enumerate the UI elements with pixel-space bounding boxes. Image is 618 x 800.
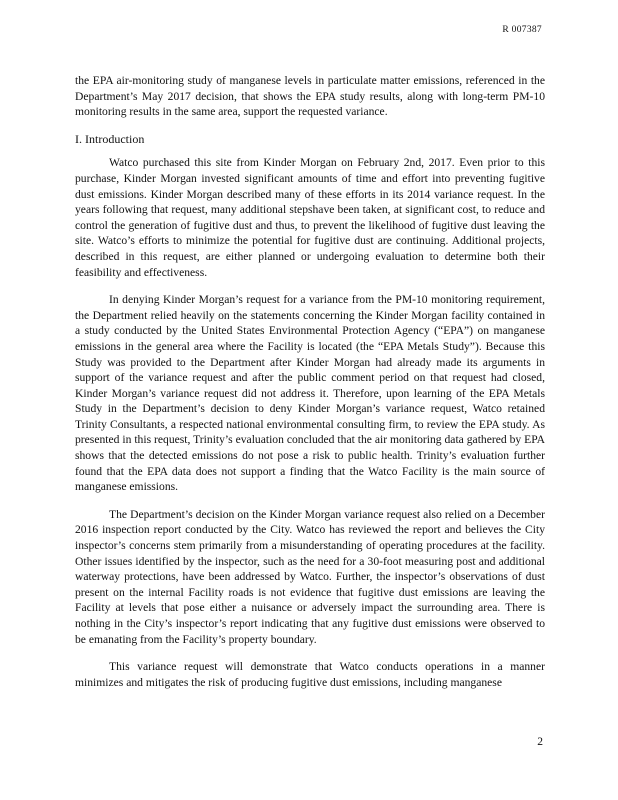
document-body <box>75 73 545 702</box>
intro-continuation-paragraph: the EPA air-monitoring study of manganese levels in particulate matter emissions, referenced in the Department’s May 2017 decision, that shows the EPA study results, along with long-term PM-10 monitoring results in the same area, support the requested variance. <box>75 74 545 119</box>
paragraph-2: In denying Kinder Morgan’s request for a variance from the PM-10 monitoring requirement, the Department relied heavily on the statements concerning the Kinder Morgan facility contained in a study conducted by the United States Environmental Protection Agency (“EPA”) on manganese emissions in the general area where the Facility is located (the “EPA Metals Study”). Because this Study was provided to the Department after Kinder Morgan had already made its arguments in support of the variance request and after the public comment period on that request had closed, Kinder Morgan’s variance request did not address it. Therefore, upon learning of the EPA Metals Study in the Department’s decision to deny Kinder Morgan’s variance request, Watco retained Trinity Consultants, a respected national environmental consulting firm, to review the EPA study. As presented in this request, Trinity’s evaluation concluded that the air monitoring data gathered by EPA shows that the detected emissions do not pose a risk to public health. Trinity’s evaluation further found that the EPA data does not support a finding that the Watco Facility is the main source of manganese emissions. <box>75 293 545 494</box>
paragraph-3: The Department’s decision on the Kinder Morgan variance request also relied on a December 2016 inspection report conducted by the City. Watco has reviewed the report and believes the City inspector’s concerns stem primarily from a misunderstanding of operating procedures at the facility. Other issues identified by the inspector, such as the need for a 30-foot measuring post and additional waterway protections, have been addressed by Watco. Further, the inspector’s observations of dust present on the internal Facility roads is not evidence that fugitive dust emissions are leaving the Facility at levels that pose either a nuisance or adversely impact the surrounding area. There is nothing in the City’s inspector’s report indicating that any fugitive dust emissions were observed to be emanating from the Facility’s property boundary. <box>75 507 545 646</box>
paragraph-4: This variance request will demonstrate that Watco conducts operations in a manner minimizes and mitigates the risk of producing fugitive dust emissions, including manganese <box>75 660 545 689</box>
section-heading: I. Introduction <box>75 131 145 146</box>
page-number: 2 <box>537 736 543 748</box>
paragraph-1: Watco purchased this site from Kinder Morgan on February 2nd, 2017. Even prior to this purchase, Kinder Morgan invested significant amounts of time and effort into preventing fugitive dust emissions. Kinder Morgan described many of these efforts in its 2014 variance request. In the years following that request, many additional stepshave been taken, at significant cost, to reduce and control the generation of fugitive dust and thus, to prevent the likelihood of fugitive dust leaving the site. Watco’s efforts to minimize the potential for fugitive dust are continuing. Additional projects, described in this request, are either planned or undergoing evaluation to determine both their feasibility and effectiveness. <box>75 156 545 279</box>
bates-number: R 007387 <box>502 25 542 35</box>
